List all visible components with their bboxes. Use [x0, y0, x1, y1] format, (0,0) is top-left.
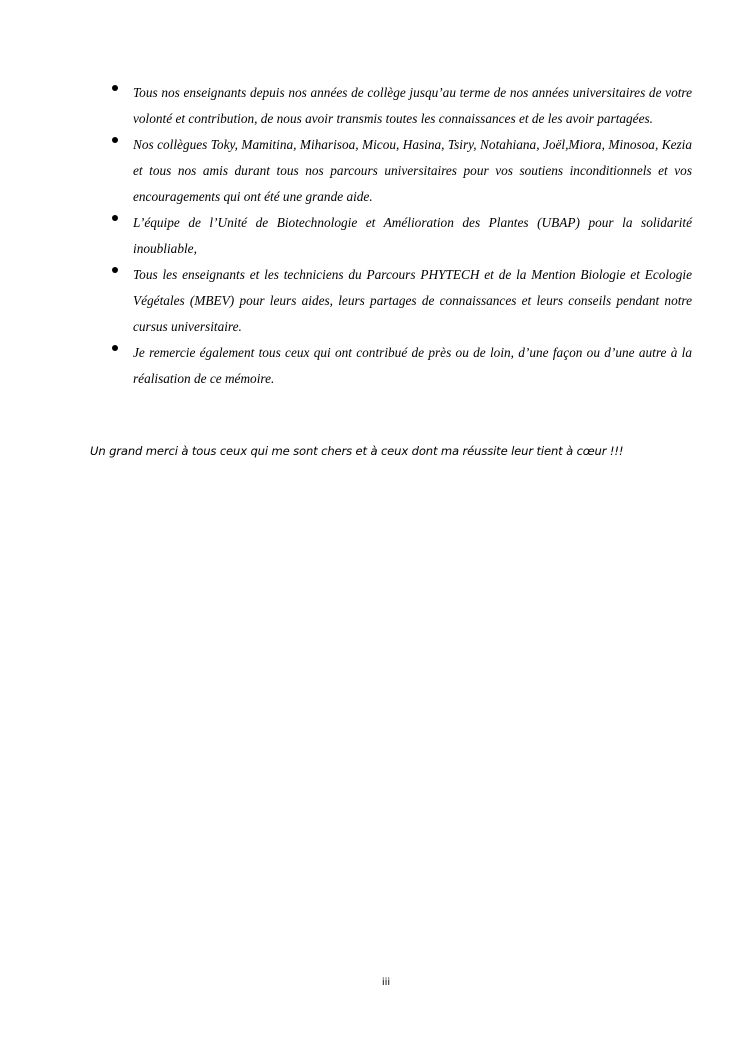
- bullet-icon: [112, 267, 118, 273]
- bullet-icon: [112, 85, 118, 91]
- list-item: [108, 80, 692, 132]
- closing-thanks: Un grand merci à tous ceux qui me sont chers et à ceux dont ma réussite leur tient à cœur !!!: [90, 444, 624, 458]
- list-item-text: Tous les enseignants et les techniciens du Parcours PHYTECH et de la Mention Biologie et Ecologie Végétales (MBEV) pour leurs aides, leurs partages de connaissances et leurs conseils pendant notre cursus universitaire.: [133, 267, 692, 334]
- list-item-text: L’équipe de l’Unité de Biotechnologie et Amélioration des Plantes (UBAP) pour la solidarité inoubliable,: [133, 215, 692, 256]
- list-item-text: Nos collègues Toky, Mamitina, Miharisoa, Micou, Hasina, Tsiry, Notahiana, Joël,Miora, Minosoa, Kezia et tous nos amis durant tous nos parcours universitaires pour vos soutiens inconditionnels et vos encouragements qui ont été une grande aide.: [133, 137, 692, 204]
- list-item-text: Je remercie également tous ceux qui ont contribué de près ou de loin, d’une façon ou d’une autre à la réalisation de ce mémoire.: [133, 345, 692, 386]
- list-item-text: Tous nos enseignants depuis nos années de collège jusqu’au terme de nos années universitaires de votre volonté et contribution, de nous avoir transmis toutes les connaissances et de les avoir partagées.: [133, 85, 692, 126]
- bullet-icon: [112, 345, 118, 351]
- page-number: iii: [381, 977, 391, 988]
- list-item: [108, 132, 692, 210]
- acknowledgement-list: [108, 86, 692, 392]
- bullet-icon: [112, 215, 118, 221]
- list-item: [108, 262, 692, 340]
- list-item: [108, 210, 692, 262]
- bullet-icon: [112, 137, 118, 143]
- list-item: [108, 340, 692, 392]
